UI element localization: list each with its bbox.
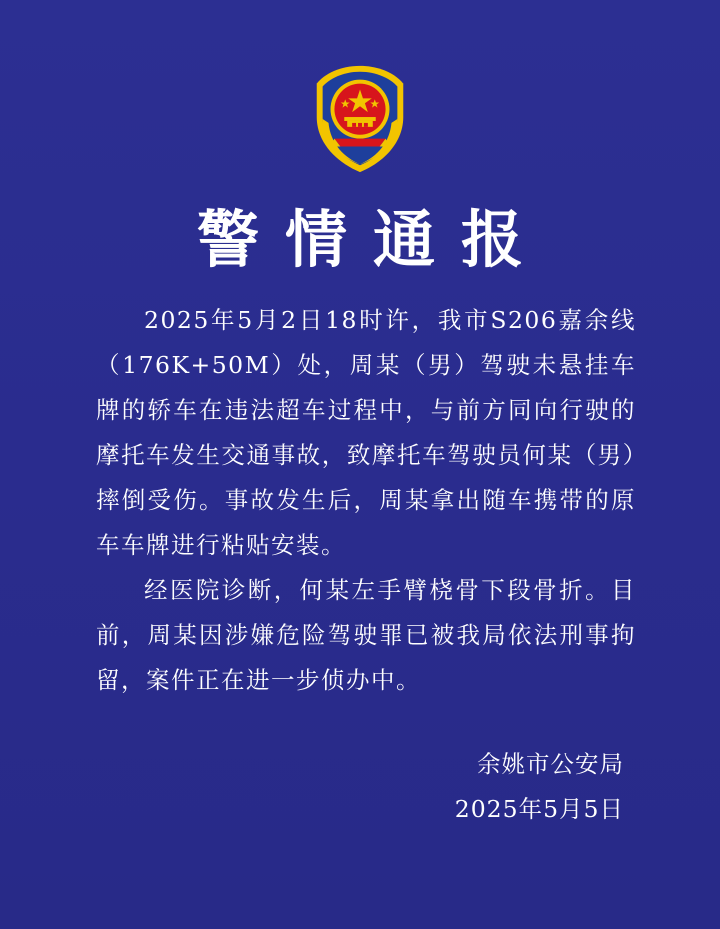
notice-paragraph: 2025年5月2日18时许，我市S206嘉余线（176K+50M）处，周某（男）驾驶未悬挂车牌的轿车在违法超车过程中，与前方同向行驶的摩托车发生交通事故，致摩托车驾驶员何某（男）摔倒受伤。事故发生后，周某拿出随车携带的原车车牌进行粘贴安装。 bbox=[96, 306, 636, 559]
signature-block bbox=[455, 742, 624, 832]
issue-date: 2025年5月5日 bbox=[454, 795, 624, 823]
notice-title: 警情通报 bbox=[196, 203, 549, 276]
notice-paragraph: 经医院诊断，何某左手臂桡骨下段骨折。目前，周某因涉嫌危险驾驶罪已被我局依法刑事拘留，案件正在进一步侦办中。 bbox=[96, 576, 636, 694]
police-emblem-icon bbox=[301, 60, 419, 178]
notice-body bbox=[96, 298, 636, 703]
issuer-name: 余姚市公安局 bbox=[477, 750, 624, 778]
